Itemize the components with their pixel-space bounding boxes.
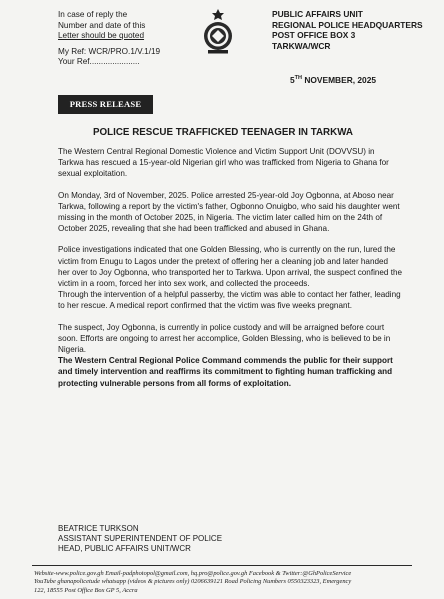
footer-line-2: YouTube ghanapolicetude whatsapp (videos & pictures only) 0206639121 Road Policing Numbers 0550323323, Emergency: [34, 578, 352, 586]
footer-line-1: Website-www.police.gov.gh Email-padphotopol@gmail.com, hq.pro@police.gov.gh Facebook & Twitter:@GhPoliceService: [34, 570, 352, 577]
closing-statement: The Western Central Regional Police Command commends the public for their support and timely intervention and reaffirms its commitment to fighting human trafficking and protecting vulnerable persons from all forms of exploitation.: [58, 356, 393, 388]
address-line: REGIONAL POLICE HEADQUARTERS: [272, 19, 423, 30]
date-suffix: TH: [294, 75, 303, 82]
my-reference: My Ref: WCR/PRO.1/V.1/19: [58, 46, 161, 56]
date-rest: NOVEMBER, 2025: [302, 75, 377, 85]
reply-note-line-3: Letter should be quoted: [58, 31, 145, 40]
ghana-police-crest-icon: [198, 8, 238, 56]
paragraph: Police investigations indicated that one Golden Blessing, who is currently on the run, lured the victim from Enugu to Lagos under the pretext of offering her a cleaning job and later handed her over to Joy Ogbonna, who transported her to Tarkwa. Upon arrival, the suspect confined the victim in a room, forced her into sex work, and collected the proceeds.: [58, 245, 403, 289]
paragraph: On Monday, 3rd of November, 2025. Police arrested 25-year-old Joy Ogbonna, at Aboso near Tarkwa, following a report by the victim's father, Ogbonno Onuigbo, who said his daughter went missing in the month of October 2025, in Nigeria. The victim later called him on the 24th of October 2025, revealing that she had been trafficked and abused in Ghana.: [58, 190, 400, 234]
address-line: POST OFFICE BOX 3: [272, 30, 356, 41]
date-day: 5: [290, 75, 295, 85]
signatory-name: BEATRICE TURKSON: [58, 524, 139, 533]
your-reference: Your Ref......................: [58, 57, 140, 66]
release-date: [290, 75, 376, 85]
paragraph: The Western Central Regional Domestic Violence and Victim Support Unit (DOVVSU) in Tarkwa has rescued a 15-year-old Nigerian girl who was trafficked from Nigeria to Ghana for sexual exploitation.: [58, 147, 389, 179]
paragraph: Through the intervention of a helpful passerby, the victim was able to contact her father, leading to her rescue. A medical report confirmed that the victim was five weeks pregnant.: [58, 290, 401, 311]
press-release-label: PRESS RELEASE: [58, 95, 153, 114]
address-line: TARKWA/WCR: [272, 40, 331, 51]
reply-note-line-1: In case of reply the: [58, 10, 128, 19]
signatory-rank: ASSISTANT SUPERINTENDENT OF POLICE: [58, 534, 223, 543]
reference-block: [58, 10, 160, 68]
signature-block: [58, 524, 222, 554]
address-block: [272, 9, 423, 51]
footer: [34, 570, 414, 595]
article-body: [58, 146, 402, 399]
footer-divider: [32, 565, 412, 566]
reply-note-line-2: Number and date of this: [58, 20, 146, 30]
paragraph: The suspect, Joy Ogbonna, is currently in police custody and will be arraigned before court soon. Efforts are ongoing to arrest her accomplice, Golden Blessing, who is believed to be in Nigeria.: [58, 322, 391, 355]
headline: POLICE RESCUE TRAFFICKED TEENAGER IN TARKWA: [93, 127, 353, 138]
footer-line-3: 122, 18555 Post Office Box GP 5, Accra: [34, 586, 138, 594]
signatory-role: HEAD, PUBLIC AFFAIRS UNIT/WCR: [58, 544, 191, 553]
address-line: PUBLIC AFFAIRS UNIT: [272, 9, 363, 19]
